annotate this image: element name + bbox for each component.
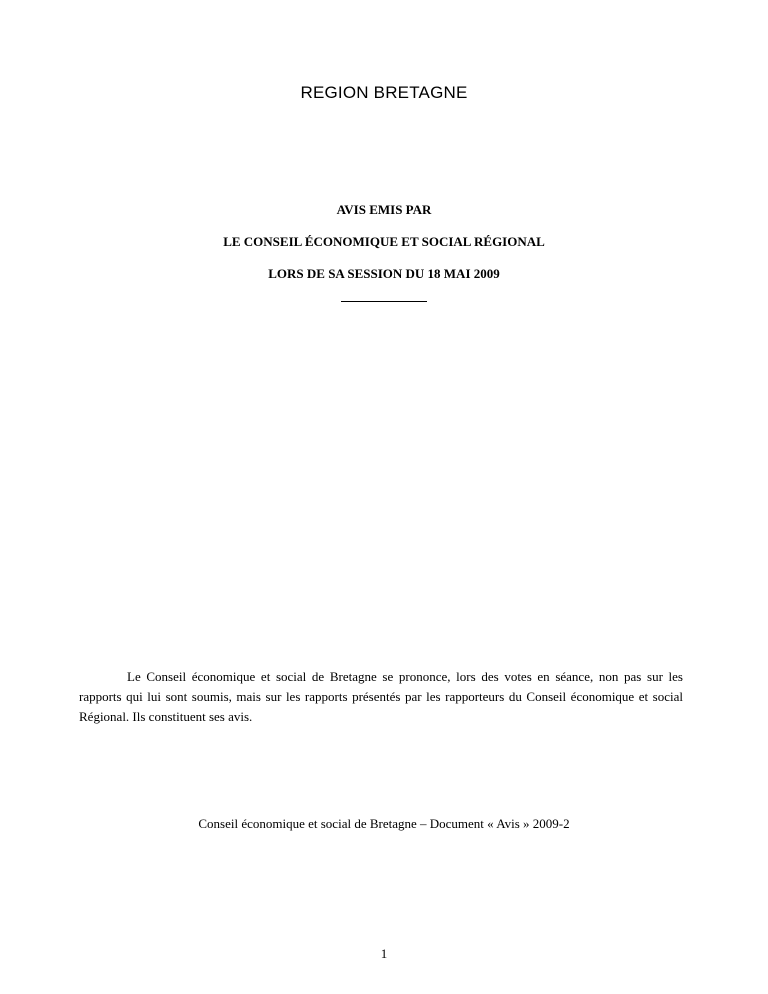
page-number: 1	[380, 946, 388, 961]
region-title: REGION BRETAGNE	[300, 83, 468, 102]
heading-avis-emis: AVIS EMIS PAR	[336, 202, 432, 217]
document-reference: Conseil économique et social de Bretagne – Document « Avis » 2009-2	[198, 816, 570, 831]
heading-underline-rule	[341, 301, 427, 302]
heading-conseil: LE CONSEIL ÉCONOMIQUE ET SOCIAL RÉGIONAL	[223, 234, 545, 249]
body-paragraph: Le Conseil économique et social de Bretagne se prononce, lors des votes en séance, non pas sur les rapports qui lui sont soumis, mais sur les rapports présentés par les rapporteurs du Conseil économique et social Régional. Ils constituent ses avis.	[79, 669, 683, 724]
heading-session-date: LORS DE SA SESSION DU 18 MAI 2009	[268, 266, 500, 281]
